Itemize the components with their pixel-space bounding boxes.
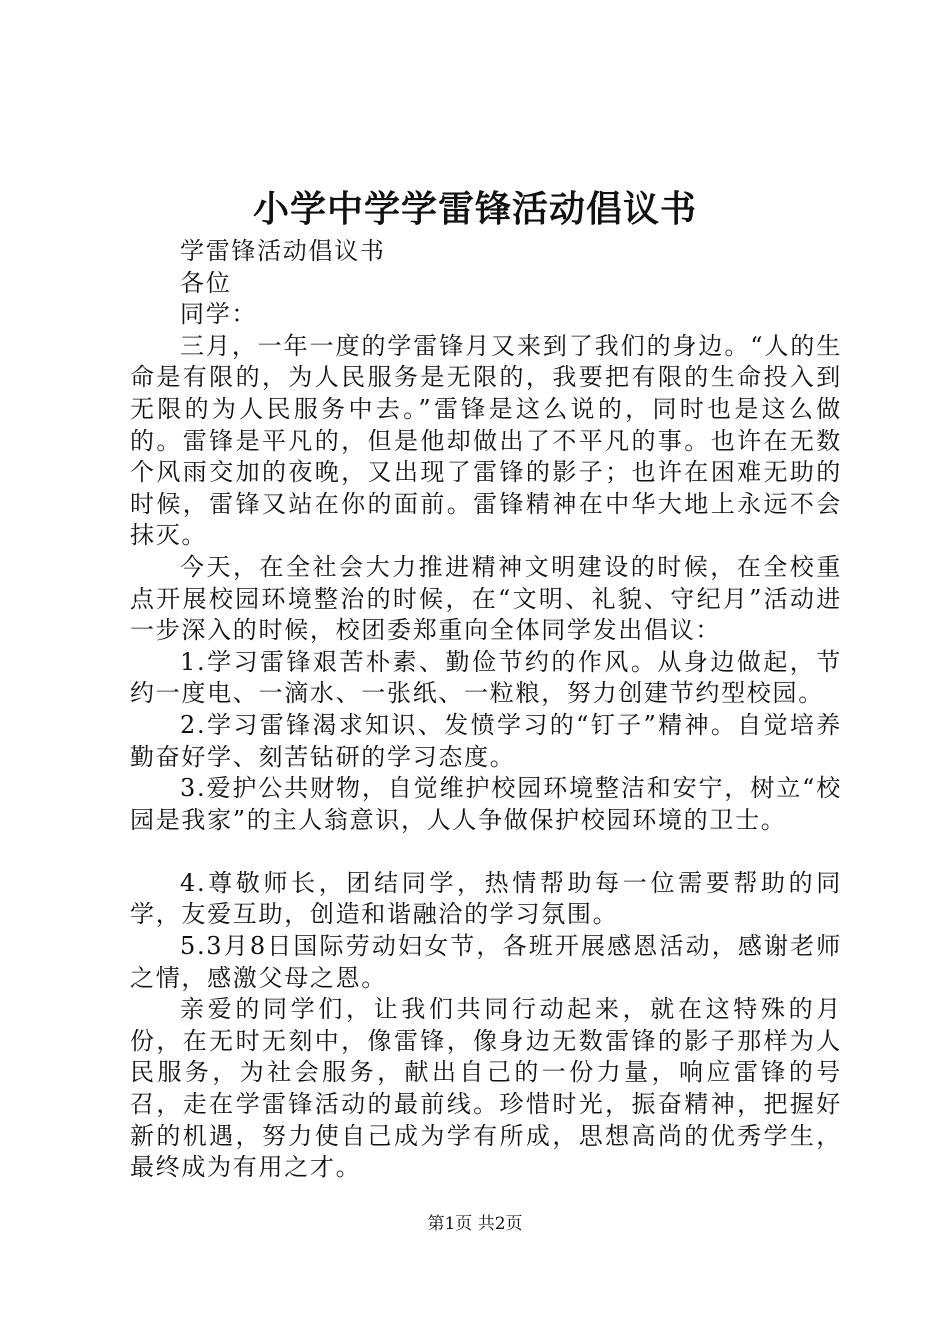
body-paragraph-context: 今天，在全社会大力推进精神文明建设的时候，在全校重点开展校园环境整治的时候，在“文明、礼貌、守纪月”活动进一步深入的时候，校团委郑重向全体同学发出倡议： bbox=[130, 552, 842, 645]
page-footer: 第1页 共2页 bbox=[427, 1214, 523, 1234]
body-paragraph-salutation-2: 同学： bbox=[180, 300, 258, 329]
body-paragraph-item-2: 2.学习雷锋渴求知识、发愤学习的“钉子”精神。自觉培养勤奋好学、刻苦钻研的学习态度。 bbox=[130, 710, 842, 771]
body-paragraph-item-4: 4.尊敬师长，团结同学，热情帮助每一位需要帮助的同学，友爱互助，创造和谐融洽的学习氛围。 bbox=[130, 868, 842, 929]
body-paragraph-item-5: 5.3月8日国际劳动妇女节，各班开展感恩活动，感谢老师之情，感激父母之恩。 bbox=[130, 932, 842, 992]
body-paragraph-heading: 学雷锋活动倡议书 bbox=[180, 237, 386, 265]
body-paragraph-item-3: 3.爱护公共财物，自觉维护校园环境整洁和安宁，树立“校园是我家”的主人翁意识，人人争做保护校园环境的卫士。 bbox=[130, 774, 842, 834]
blank-line bbox=[130, 836, 842, 868]
body-paragraph-item-1: 1.学习雷锋艰苦朴素、勤俭节约的作风。从身边做起，节约一度电、一滴水、一张纸、一粒粮，努力创建节约型校园。 bbox=[130, 647, 842, 708]
body-paragraph-salutation-1: 各位 bbox=[180, 268, 232, 297]
body-paragraph-intro: 三月，一年一度的学雷锋月又来到了我们的身边。“人的生命是有限的，为人民服务是无限的，我要把有限的生命投入到无限的为人民服务中去。”雷锋是这么说的，同时也是这么做的。雷锋是平凡的，但是他却做出了不平凡的事。也许在无数个风雨交加的夜晚，又出现了雷锋的影子；也许在困难无助的时候，雷锋又站在你的面前。雷锋精神在中华大地上永远不会抹灭。 bbox=[130, 331, 842, 550]
document-title: 小学中学学雷锋活动倡议书 bbox=[252, 188, 697, 230]
document-body bbox=[130, 236, 842, 1184]
body-paragraph-closing: 亲爱的同学们，让我们共同行动起来，就在这特殊的月份，在无时无刻中，像雷锋，像身边无数雷锋的影子那样为人民服务，为社会服务，献出自己的一份力量，响应雷锋的号召，走在学雷锋活动的最前线。珍惜时光，振奋精神，把握好新的机遇，努力使自己成为学有所成，思想高尚的优秀学生，最终成为有用之才。 bbox=[130, 995, 842, 1182]
